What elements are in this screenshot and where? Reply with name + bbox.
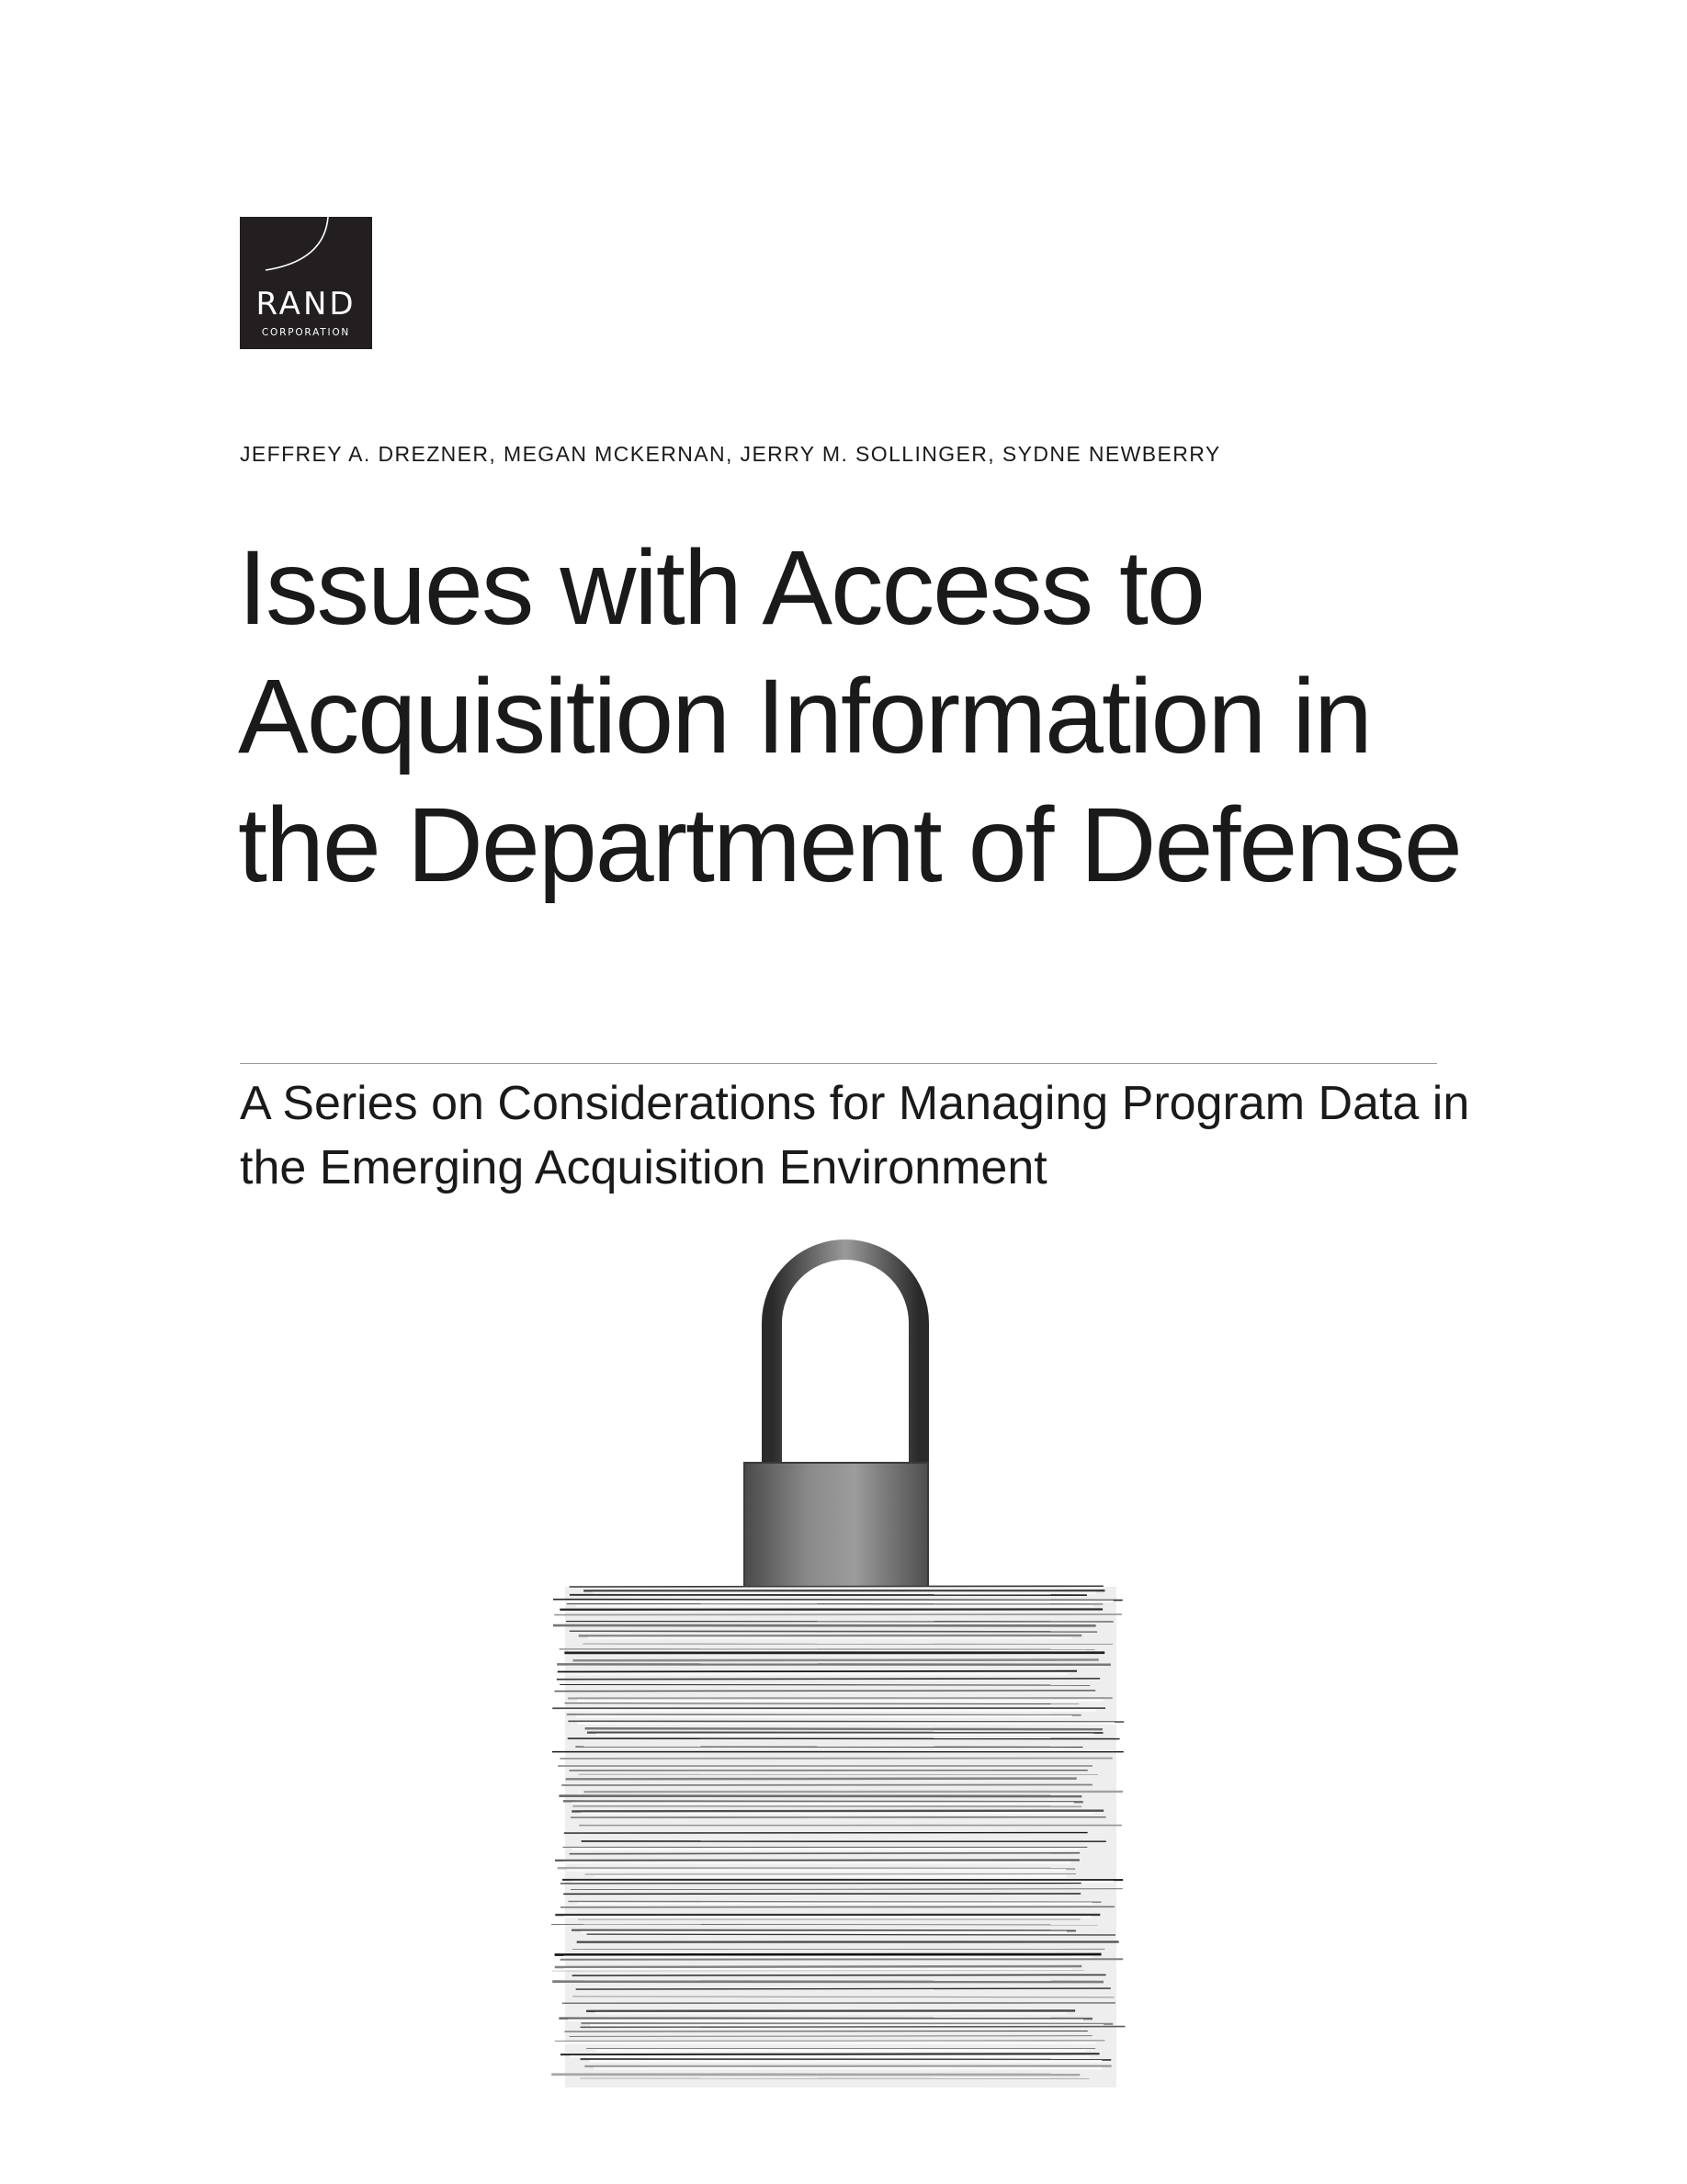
paper-stack	[551, 1586, 1126, 2088]
report-subtitle: A Series on Considerations for Managing Program Data in the Emerging Acquisition Environment	[240, 1077, 1470, 1194]
padlock-paper-stack-icon	[524, 1222, 1167, 2095]
report-title: Issues with Access to Acquisition Information in the Department of Defense	[238, 529, 1461, 904]
rand-logo	[240, 217, 372, 349]
logo-wordmark: RAND	[255, 286, 357, 323]
title-divider	[240, 1063, 1437, 1064]
author-list: JEFFREY A. DREZNER, MEGAN MCKERNAN, JERRY M. SOLLINGER, SYDNE NEWBERRY	[240, 442, 1221, 466]
logo-subtitle: CORPORATION	[261, 327, 351, 338]
